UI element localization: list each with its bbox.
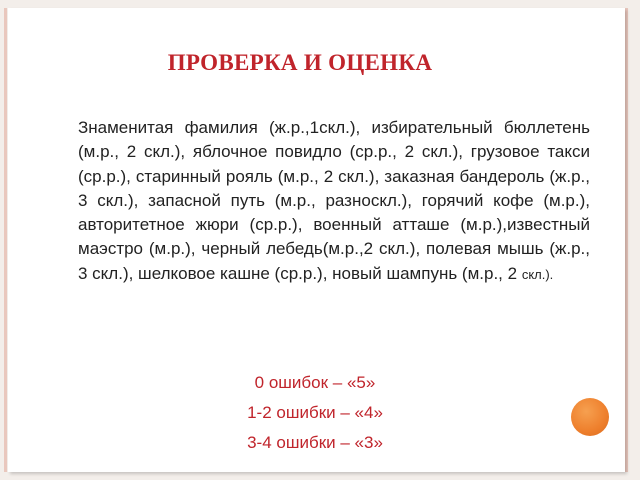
grade-four: 1-2 ошибки – «4» <box>247 403 383 422</box>
decorative-circle-icon <box>571 398 609 436</box>
slide-left-border <box>4 8 7 472</box>
grade-five: 0 ошибок – «5» <box>254 373 376 392</box>
grade-three: 3-4 ошибки – «3» <box>247 433 383 452</box>
grading-scale <box>200 368 430 458</box>
body-tail-text: скл.). <box>521 266 554 282</box>
slide-title: ПРОВЕРКА И ОЦЕНКА <box>167 50 433 75</box>
slide-right-border <box>625 8 628 472</box>
body-text <box>78 116 590 287</box>
body-main-text: Знаменитая фамилия (ж.р.,1скл.), избирательный бюллетень (м.р., 2 скл.), яблочное повидло (ср.р., 2 скл.), грузовое такси (ср.р.), старинный рояль (м.р., 2 скл.), заказная бандероль (ж.р., 3 скл.), запасной путь (м.р., разноскл.), горячий кофе (м.р.), авторитетное жюри (ср.р.), военный атташе (м.р.),известный маэстро (м.р.), черный лебедь(м.р.,2 скл.), полевая мышь (ж.р., 3 скл.), шелковое кашне (ср.р.), новый шампунь (м.р., 2 <box>78 118 590 283</box>
